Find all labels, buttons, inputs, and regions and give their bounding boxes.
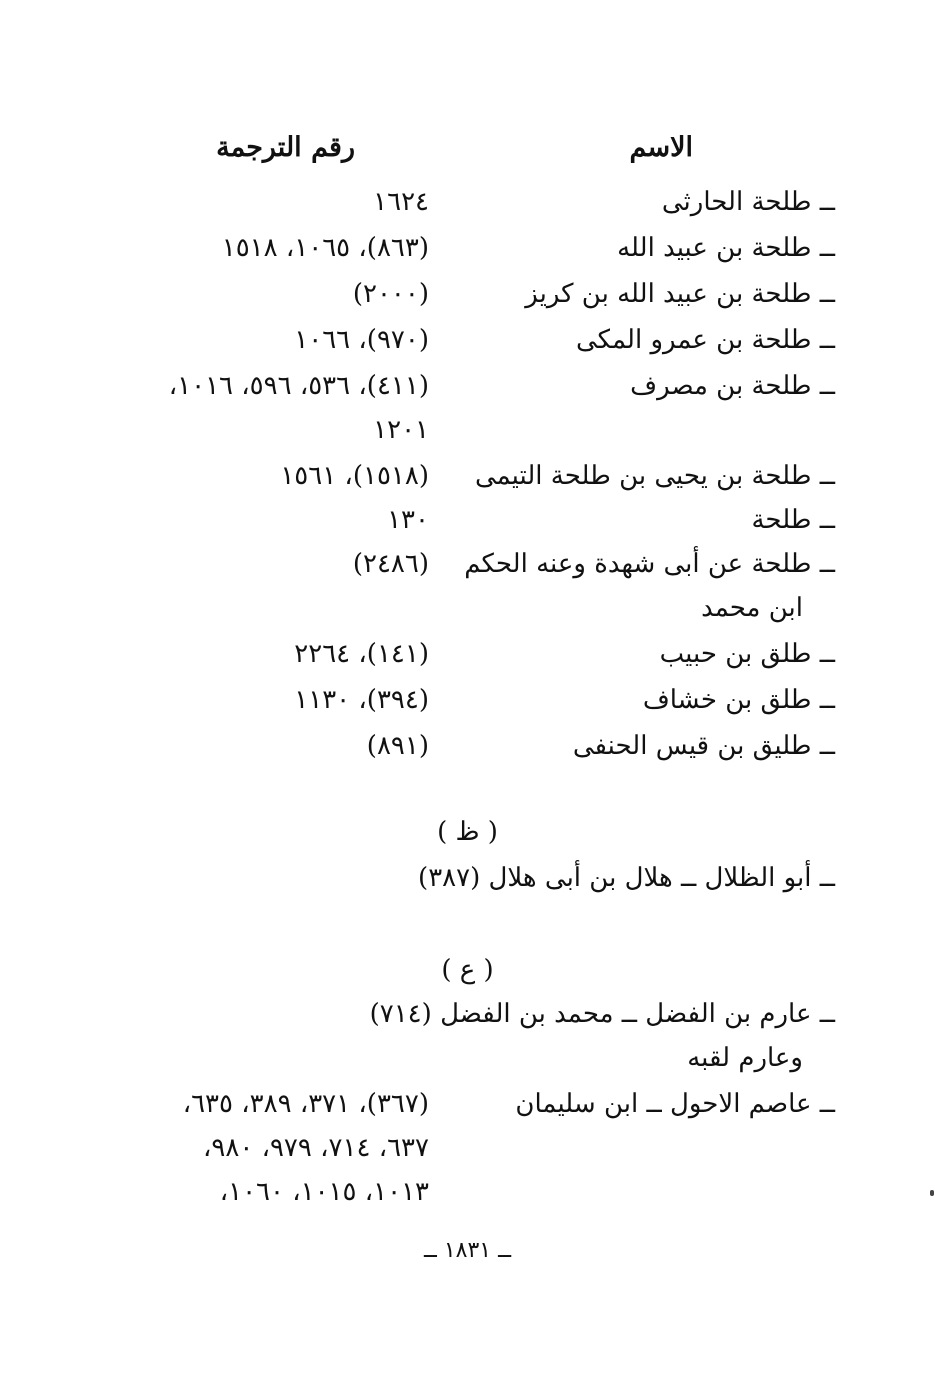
entry-numbers: (٢٤٨٦)	[352, 549, 429, 579]
number-column-header: رقم الترجمة	[216, 132, 355, 163]
entry-numbers: (٨٩١)	[366, 731, 429, 761]
entry-name: ــ طلحة الحارثى	[661, 187, 835, 217]
entry-numbers-continued: ٦٣٧، ٧١٤، ٩٧٩، ٩٨٠،	[203, 1133, 429, 1163]
entry-name: ــ طلحة عن أبى شهدة وعنه الحكم	[464, 549, 835, 579]
section-heading-za: ( ظ )	[437, 817, 498, 847]
entry-numbers-continued: ١٠١٣، ١٠١٥، ١٠٦٠،	[219, 1177, 429, 1207]
entry-name: ــ طلحة بن عمرو المكى	[576, 325, 835, 355]
entry-numbers: (١٤١)، ٢٢٦٤	[294, 639, 429, 669]
section-za-entry: ــ أبو الظلال ــ هلال بن أبى هلال (٣٨٧)	[418, 863, 835, 893]
entry-name: ــ طلق بن حبيب	[659, 639, 835, 669]
entry-numbers: (١٥١٨)، ١٥٦١	[280, 461, 429, 491]
entry-name: ــ طلحة بن عبيد الله	[617, 233, 835, 263]
entry-name: ــ طليق بن قيس الحنفى	[572, 731, 835, 761]
entry-numbers: (٨٦٣)، ١٠٦٥، ١٥١٨	[221, 233, 429, 263]
entry-name: ــ طلق بن خشاف	[642, 685, 835, 715]
entry-numbers: ١٦٢٤	[373, 187, 429, 217]
entry-numbers: (٩٧٠)، ١٠٦٦	[294, 325, 429, 355]
entry-numbers-continued: ١٢٠١	[373, 415, 429, 445]
entry-name: ــ طلحة	[751, 505, 835, 535]
scan-speck	[930, 1190, 934, 1196]
name-column-header: الاسم	[629, 132, 693, 163]
section-ayn-entry: ــ عارم بن الفضل ــ محمد بن الفضل (٧١٤)	[369, 999, 835, 1029]
entry-numbers: (٣٦٧)، ٣٧١، ٣٨٩، ٦٣٥،	[182, 1089, 429, 1119]
entry-numbers: (٢٠٠٠)	[352, 279, 429, 309]
entry-numbers: (٤١١)، ٥٣٦، ٥٩٦، ١٠١٦،	[168, 371, 429, 401]
entry-numbers: ١٣٠	[387, 505, 429, 535]
entry-name-continued: وعارم لقبه	[687, 1043, 803, 1073]
page-number: ــ ١٨٣١ ــ	[423, 1238, 512, 1263]
section-heading-ayn: ( ع )	[441, 955, 494, 985]
entry-name: ــ طلحة بن عبيد الله بن كريز	[525, 279, 835, 309]
entry-name-continued: ابن محمد	[701, 593, 803, 623]
entry-name: ــ عاصم الاحول ــ ابن سليمان	[515, 1089, 835, 1119]
entry-numbers: (٣٩٤)، ١١٣٠	[294, 685, 429, 715]
entry-name: ــ طلحة بن يحيى بن طلحة التيمى	[474, 461, 835, 491]
entry-name: ــ طلحة بن مصرف	[630, 371, 835, 401]
